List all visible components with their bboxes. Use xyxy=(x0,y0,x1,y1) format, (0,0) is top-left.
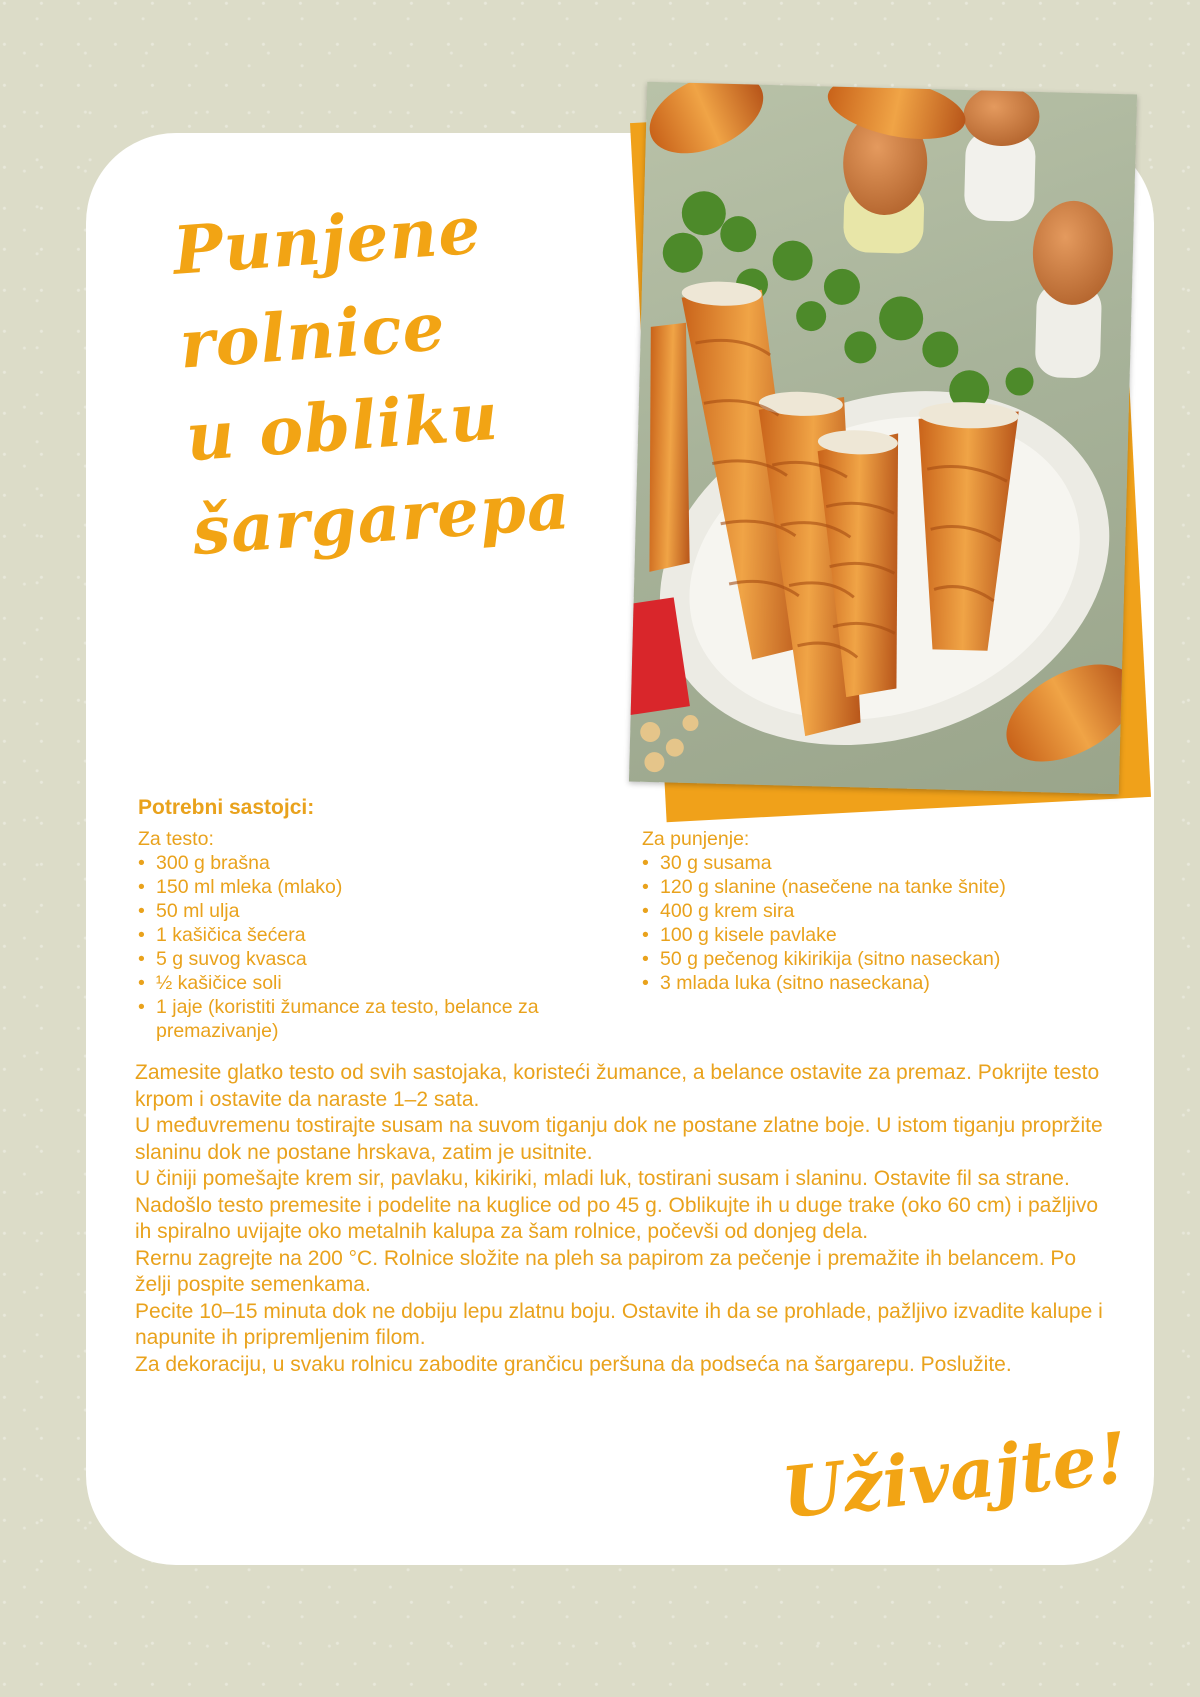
recipe-title xyxy=(170,174,645,579)
list-item: • 3 mlada luka (sitno naseckana) xyxy=(642,971,1112,995)
step-paragraph: U činiji pomešajte krem sir, pavlaku, kikiriki, mladi luk, tostirani susam i slaninu. Ostavite fil sa strane. xyxy=(135,1167,1070,1190)
list-item: • 300 g brašna xyxy=(138,851,608,875)
step-paragraph: Za dekoraciju, u svaku rolnicu zabodite grančicu peršuna da podseća na šargarepu. Poslužite. xyxy=(135,1352,1012,1376)
step-paragraph: Zamesite glatko testo od svih sastojaka, koristeći žumance, a belance ostavite za premaz. Pokrijte testo krpom i ostavite da naraste 1–2 sata. xyxy=(135,1061,1100,1111)
list-item: • 400 g krem sira xyxy=(642,899,1112,923)
dough-ingredients xyxy=(138,827,608,1043)
list-item: • 50 g pečenog kikirikija (sitno naseckan) xyxy=(642,947,1112,971)
step-paragraph: Nadošlo testo premesite i podelite na kuglice od po 45 g. Oblikujte ih u duge trake (oko 60 cm) i pažljivo ih spiralno uvijajte oko metalnih kalupa za šam rolnice, počevši od donjeg dela. xyxy=(135,1193,1099,1243)
list-item: • 1 kašičica šećera xyxy=(138,923,608,947)
title-line: šargarepa xyxy=(190,466,573,571)
list-item: • 30 g susama xyxy=(642,851,1112,875)
list-item: • 100 g kisele pavlake xyxy=(642,923,1112,947)
list-item: • 120 g slanine (nasečene na tanke šnite) xyxy=(642,875,1112,899)
step-paragraph: U međuvremenu tostirajte susam na suvom tiganju dok ne postane zlatne boje. U istom tiganju propržite slaninu dok ne postane hrskava, zatim je usitnite. xyxy=(135,1114,1103,1164)
step-paragraph: Rernu zagrejte na 200 °C. Rolnice složite na pleh sa papirom za pečenje i premažite ih belancem. Po želji pospite semenkama. xyxy=(135,1246,1077,1296)
list-item: • ½ kašičice soli xyxy=(138,971,608,995)
recipe-photo xyxy=(629,82,1137,795)
title-line: Punjene xyxy=(170,190,484,290)
preparation-steps xyxy=(135,1060,1110,1378)
list-item: • 150 ml mleka (mlako) xyxy=(138,875,608,899)
filling-ingredients xyxy=(642,827,1112,995)
title-line: rolnice xyxy=(177,286,448,384)
closing-signoff: Uživajte! xyxy=(778,1415,1132,1535)
title-line: u obliku xyxy=(183,377,502,477)
ingredients-heading: Potrebni sastojci: xyxy=(138,796,315,819)
carrot-rolls-image xyxy=(629,82,1137,795)
list-item: • 1 jaje (koristiti žumance za testo, belance za premazivanje) xyxy=(138,995,608,1043)
list-item: • 5 g suvog kvasca xyxy=(138,947,608,971)
list-item: • 50 ml ulja xyxy=(138,899,608,923)
step-paragraph: Pecite 10–15 minuta dok ne dobiju lepu zlatnu boju. Ostavite ih da se prohlade, pažljivo izvadite kalupe i napunite ih pripremljenim filom. xyxy=(135,1299,1103,1349)
dough-label: Za testo: xyxy=(138,828,214,850)
filling-label: Za punjenje: xyxy=(642,828,750,850)
